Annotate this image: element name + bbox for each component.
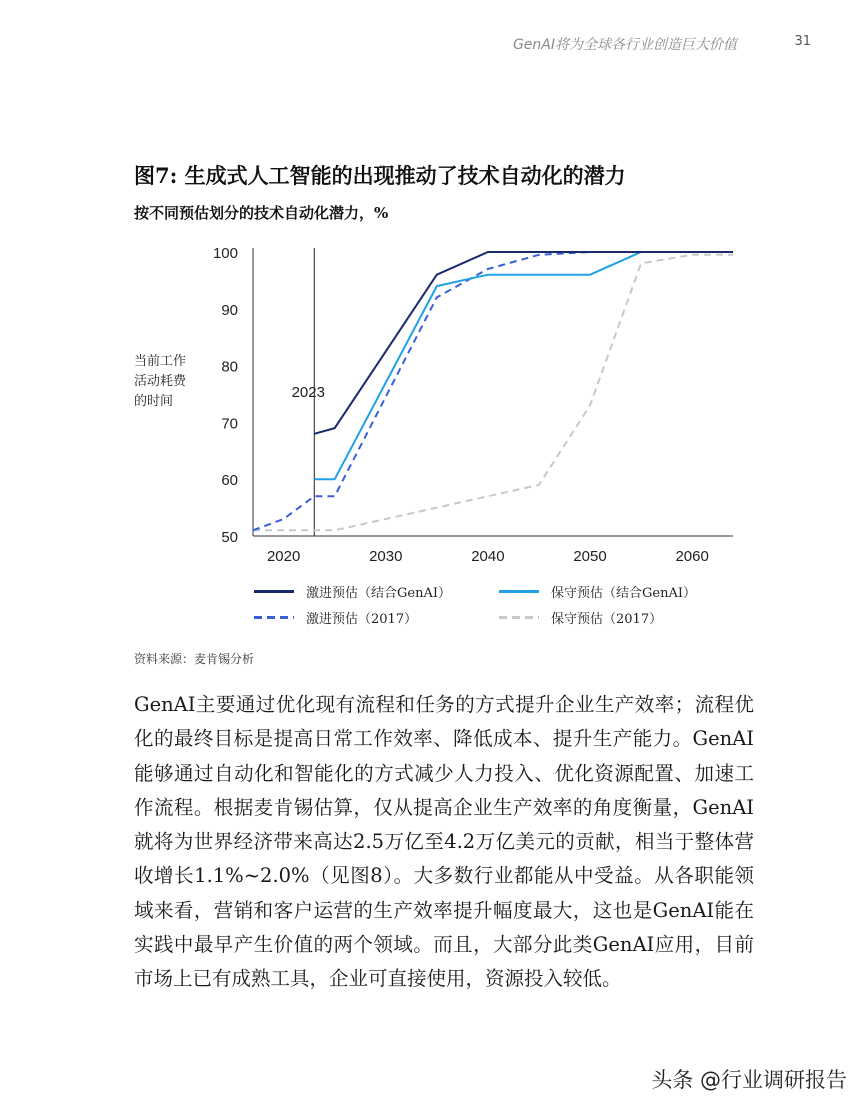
legend-label: 激进预估（2017） — [306, 611, 418, 627]
body-paragraph: GenAI主要通过优化现有流程和任务的方式提升企业生产效率；流程优化的最终目标是提高日常工作效率、降低成本、提升生产能力。GenAI能够通过自动化和智能化的方式减少人力投入、优化资源配置、加速工作流程。根据麦肯锡估算，仅从提高企业生产效率的角度衡量，GenAI就将为世界经济带来高达2.5万亿至4.2万亿美元的贡献，相当于整体营收增长1.1%~2.0%（见图8）。大多数行业都能从中受益。从各职能领域来看，营销和客户运营的生产效率提升幅度最大，这也是GenAI能在实践中最早产生价值的两个领域。而且，大部分此类GenAI应用，目前市场上已有成熟工具，企业可直接使用，资源投入较低。 — [134, 693, 754, 991]
legend-label: 保守预估（2017） — [551, 611, 663, 627]
y-axis-label-line: 活动耗费 — [134, 374, 187, 389]
running-header: GenAI将为全球各行业创造巨大价值 — [512, 37, 737, 53]
y-axis-label-line: 当前工作 — [134, 354, 187, 369]
legend-swatch — [254, 590, 294, 593]
y-tick-label: 50 — [221, 529, 238, 546]
legend-swatch — [254, 616, 294, 619]
annotation-label: 2023 — [291, 384, 325, 401]
x-tick-label: 2040 — [471, 548, 505, 565]
page-number: 31 — [794, 34, 811, 49]
watermark: 头条 @行业调研报告 — [651, 1068, 847, 1092]
x-tick-label: 2060 — [675, 548, 709, 565]
x-tick-label: 2050 — [573, 548, 607, 565]
legend-item — [254, 582, 499, 600]
y-axis-label-line: 的时间 — [134, 394, 174, 409]
series-line — [253, 252, 733, 530]
y-tick-label: 100 — [212, 245, 238, 262]
y-tick-label: 80 — [221, 358, 238, 376]
series-line — [253, 255, 733, 531]
figure-source: 资料来源：麦肯锡分析 — [134, 652, 255, 666]
x-tick-label: 2020 — [266, 548, 301, 565]
x-tick-label: 2030 — [369, 548, 403, 565]
y-tick-label: 60 — [221, 472, 238, 490]
series-line — [314, 252, 733, 434]
legend-item — [254, 608, 499, 626]
legend-label: 激进预估（结合GenAI） — [306, 585, 451, 601]
legend-label: 保守预估（结合GenAI） — [551, 585, 696, 601]
chart-legend — [254, 582, 774, 626]
y-tick-label: 70 — [221, 415, 238, 433]
legend-swatch — [499, 590, 539, 593]
legend-item — [499, 582, 744, 600]
figure-subtitle: 按不同预估划分的技术自动化潜力，% — [134, 204, 389, 222]
figure-title: 图7: 生成式人工智能的出现推动了技术自动化的潜力 — [134, 163, 626, 188]
y-tick-label: 90 — [221, 301, 238, 319]
legend-item — [499, 608, 744, 626]
legend-swatch — [499, 616, 539, 619]
